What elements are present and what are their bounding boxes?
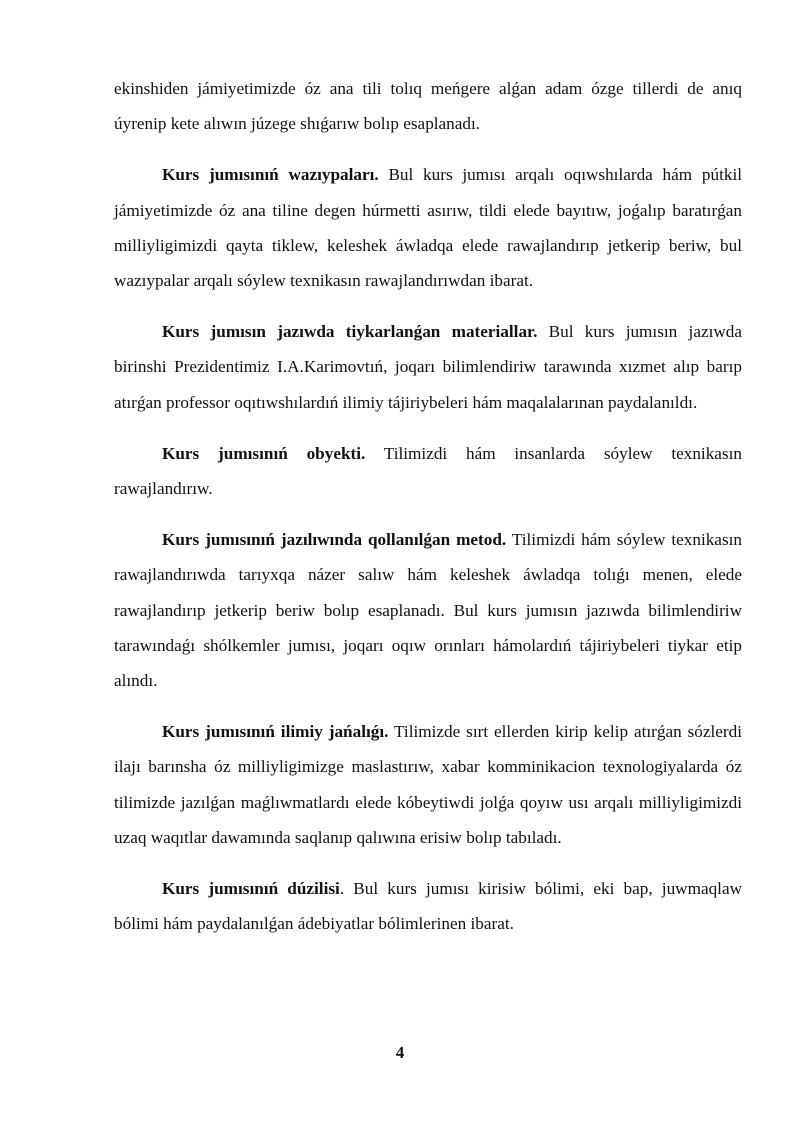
paragraph-text: Bul kurs jumısı arqalı oqıwshılarda hám pútkil jámiyetimizde óz ana tiline degen húrmetti asırıw, tildi elede bayıtıw, joǵalıp baratırǵan milliyligimizdi qayta tiklew, keleshek áwladqa elede rawajlandırıp jetkerip beriw, bul wazıypalar arqalı sóylew texnikasın rawajlandırıwdan ibarat.	[114, 165, 742, 291]
paragraph-heading: Kurs jumısın jazıwda tiykarlanǵan materiallar.	[162, 322, 538, 342]
paragraph-text: Bul kurs jumısın jazıwda birinshi Prezidentimiz I.A.Karimovtıń, joqarı bilimlendiriw tarawında xızmet alıp barıp atırǵan professor oqıtıwshılardıń ilimiy tájiriybeleri hám maqalalarınan paydalanıldı.	[114, 322, 742, 412]
paragraph-heading: Kurs jumısınıń ilimiy jańalıǵı.	[162, 722, 389, 742]
paragraph-heading: Kurs jumısınıń obyekti.	[162, 443, 366, 463]
paragraph-text: Tilimizdi hám sóylew texnikasın rawajlandırıwda tarıyxqa názer salıw hám keleshek áwladqa tolıǵı menen, elede rawajlandırıp jetkerip beriw bolıp esaplanadı. Bul kurs jumısın jazıwda bilimlendiriw tarawındaǵı shólkemler jumısı, joqarı oqıw orınları hámolardıń tájiriybeleri tiykar etip alındı.	[114, 530, 742, 691]
page-number: 4	[395, 1043, 405, 1062]
paragraph-tasks	[114, 157, 742, 298]
paragraph-text: . Bul kurs jumısı kirisiw bólimi, eki bap, juwmaqlaw bólimi hám paydalanılǵan ádebiyatlar bólimlerinen ibarat.	[114, 879, 742, 934]
paragraph-heading: Kurs jumısınıń wazıypaları.	[162, 165, 379, 185]
paragraph-structure	[114, 871, 742, 941]
paragraph-text: Tilimizdi hám insanlarda sóylew texnikasın rawajlandırıw.	[114, 443, 742, 499]
paragraph-method	[114, 522, 742, 698]
paragraph-intro	[114, 71, 742, 141]
paragraph-text: ekinshiden jámiyetimizde óz ana tili tolıq meńgere alǵan adam ózge tillerdi de anıq úyrenip kete alıwın júzege shıǵarıw bolıp esaplanadı.	[114, 79, 742, 134]
paragraph-object	[114, 436, 742, 506]
paragraph-materials	[114, 314, 742, 420]
paragraph-text: Tilimizde sırt ellerden kirip kelip atırǵan sózlerdi ilajı barınsha óz milliyligimizge maslastırıw, xabar komminikacion texnologiyalarda óz tilimizde jazılǵan maǵlıwmatlardı elede kóbeytiwdi jolǵa qoyıw usı arqalı milliyligimizdi uzaq waqıtlar dawamında saqlanıp qalıwına erisiw bolıp tabıladı.	[114, 722, 742, 847]
paragraph-heading: Kurs jumısınıń jazılıwında qollanılǵan metod.	[162, 530, 507, 550]
paragraph-novelty	[114, 714, 742, 855]
paragraph-heading: Kurs jumısınıń dúzilisi	[162, 879, 340, 899]
document-body	[114, 71, 742, 957]
